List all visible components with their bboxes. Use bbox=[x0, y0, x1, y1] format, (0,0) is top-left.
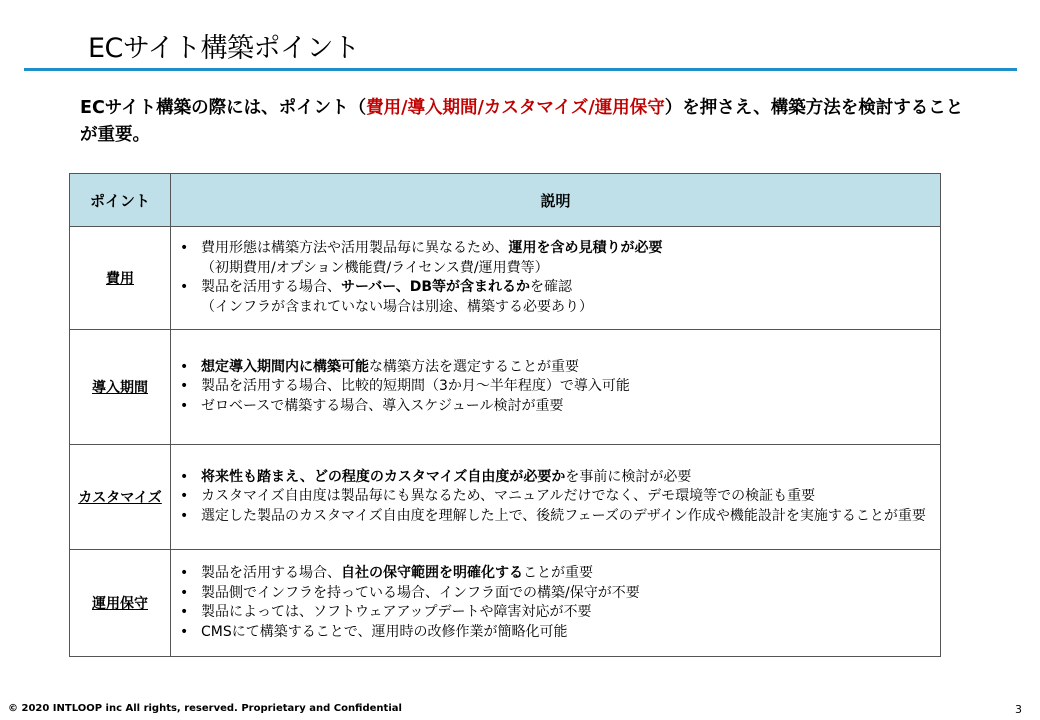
bullet-text: を確認 bbox=[530, 279, 573, 295]
list-item: • CMSにて構築することで、運用時の改修作業が簡略化可能 bbox=[180, 623, 930, 643]
points-table bbox=[69, 173, 941, 657]
bullet-text: 製品を活用する場合、 bbox=[201, 565, 341, 581]
list-item bbox=[180, 468, 930, 488]
lead-highlight: 費用/導入期間/カスタマイズ/運用保守 bbox=[366, 98, 665, 118]
header-description: 説明 bbox=[171, 174, 941, 227]
list-item: • 選定した製品のカスタマイズ自由度を理解した上で、後続フェーズのデザイン作成や機能設計を実施することが重要 bbox=[180, 507, 930, 527]
bullet-emphasis: サーバー、DB等が含まれるか bbox=[341, 279, 531, 295]
bullet-emphasis: 自社の保守範囲を明確化する bbox=[341, 565, 523, 581]
list-item bbox=[180, 239, 930, 259]
point-customize: カスタマイズ bbox=[70, 445, 171, 550]
bullet-emphasis: 将来性も踏まえ、どの程度のカスタマイズ自由度が必要か bbox=[201, 468, 566, 485]
bullet-text: な構築方法を選定することが重要 bbox=[369, 358, 579, 375]
bullet-note: （インフラが含まれていない場合は別途、構築する必要あり） bbox=[201, 298, 593, 315]
list-item bbox=[180, 564, 930, 584]
bullet-emphasis: 運用を含め見積りが必要 bbox=[508, 240, 663, 256]
list-item: • 製品によっては、ソフトウェアアップデートや障害対応が不要 bbox=[180, 603, 930, 623]
bullet-note: （初期費用/オプション機能費/ライセンス費/運用費等） bbox=[201, 259, 549, 276]
description-cost bbox=[171, 227, 941, 330]
description-customize bbox=[171, 445, 941, 550]
list-item: • 製品を活用する場合、比較的短期間（3か月～半年程度）で導入可能 bbox=[180, 377, 930, 397]
description-lead-time bbox=[171, 330, 941, 445]
description-operation bbox=[171, 550, 941, 657]
point-lead-time: 導入期間 bbox=[70, 330, 171, 445]
point-cost: 費用 bbox=[70, 227, 171, 330]
bullet-text: を事前に検討が必要 bbox=[565, 468, 692, 485]
list-item bbox=[180, 278, 930, 298]
slide-title: ECサイト構築ポイント bbox=[88, 33, 360, 64]
table-row bbox=[70, 550, 941, 657]
table-row bbox=[70, 330, 941, 445]
title-underline bbox=[24, 68, 1017, 71]
bullet-emphasis: 想定導入期間内に構築可能 bbox=[201, 358, 369, 375]
table-header-row bbox=[70, 174, 941, 227]
list-item: • カスタマイズ自由度は製品毎にも異なるため、マニュアルだけでなく、デモ環境等での検証も重要 bbox=[180, 487, 930, 507]
copyright-notice: © 2020 INTLOOP inc All rights, reserved. Proprietary and Confidential bbox=[8, 703, 402, 714]
lead-statement bbox=[80, 95, 980, 149]
table-row bbox=[70, 445, 941, 550]
list-item: • 製品側でインフラを持っている場合、インフラ面での構築/保守が不要 bbox=[180, 584, 930, 604]
list-item: • ゼロベースで構築する場合、導入スケジュール検討が重要 bbox=[180, 397, 930, 417]
lead-text-1: ECサイト構築の際には、ポイント（ bbox=[80, 98, 367, 118]
header-point: ポイント bbox=[70, 174, 171, 227]
bullet-text: ことが重要 bbox=[523, 565, 593, 581]
bullet-text: 費用形態は構築方法や活用製品毎に異なるため、 bbox=[201, 240, 509, 256]
point-operation: 運用保守 bbox=[70, 550, 171, 657]
page-number: 3 bbox=[1015, 703, 1022, 716]
list-item bbox=[180, 358, 930, 378]
lead-text-2: ）を押さえ、構築方法を検討することが重要。 bbox=[80, 98, 964, 145]
bullet-text: 製品を活用する場合、 bbox=[201, 279, 341, 295]
table-row bbox=[70, 227, 941, 330]
